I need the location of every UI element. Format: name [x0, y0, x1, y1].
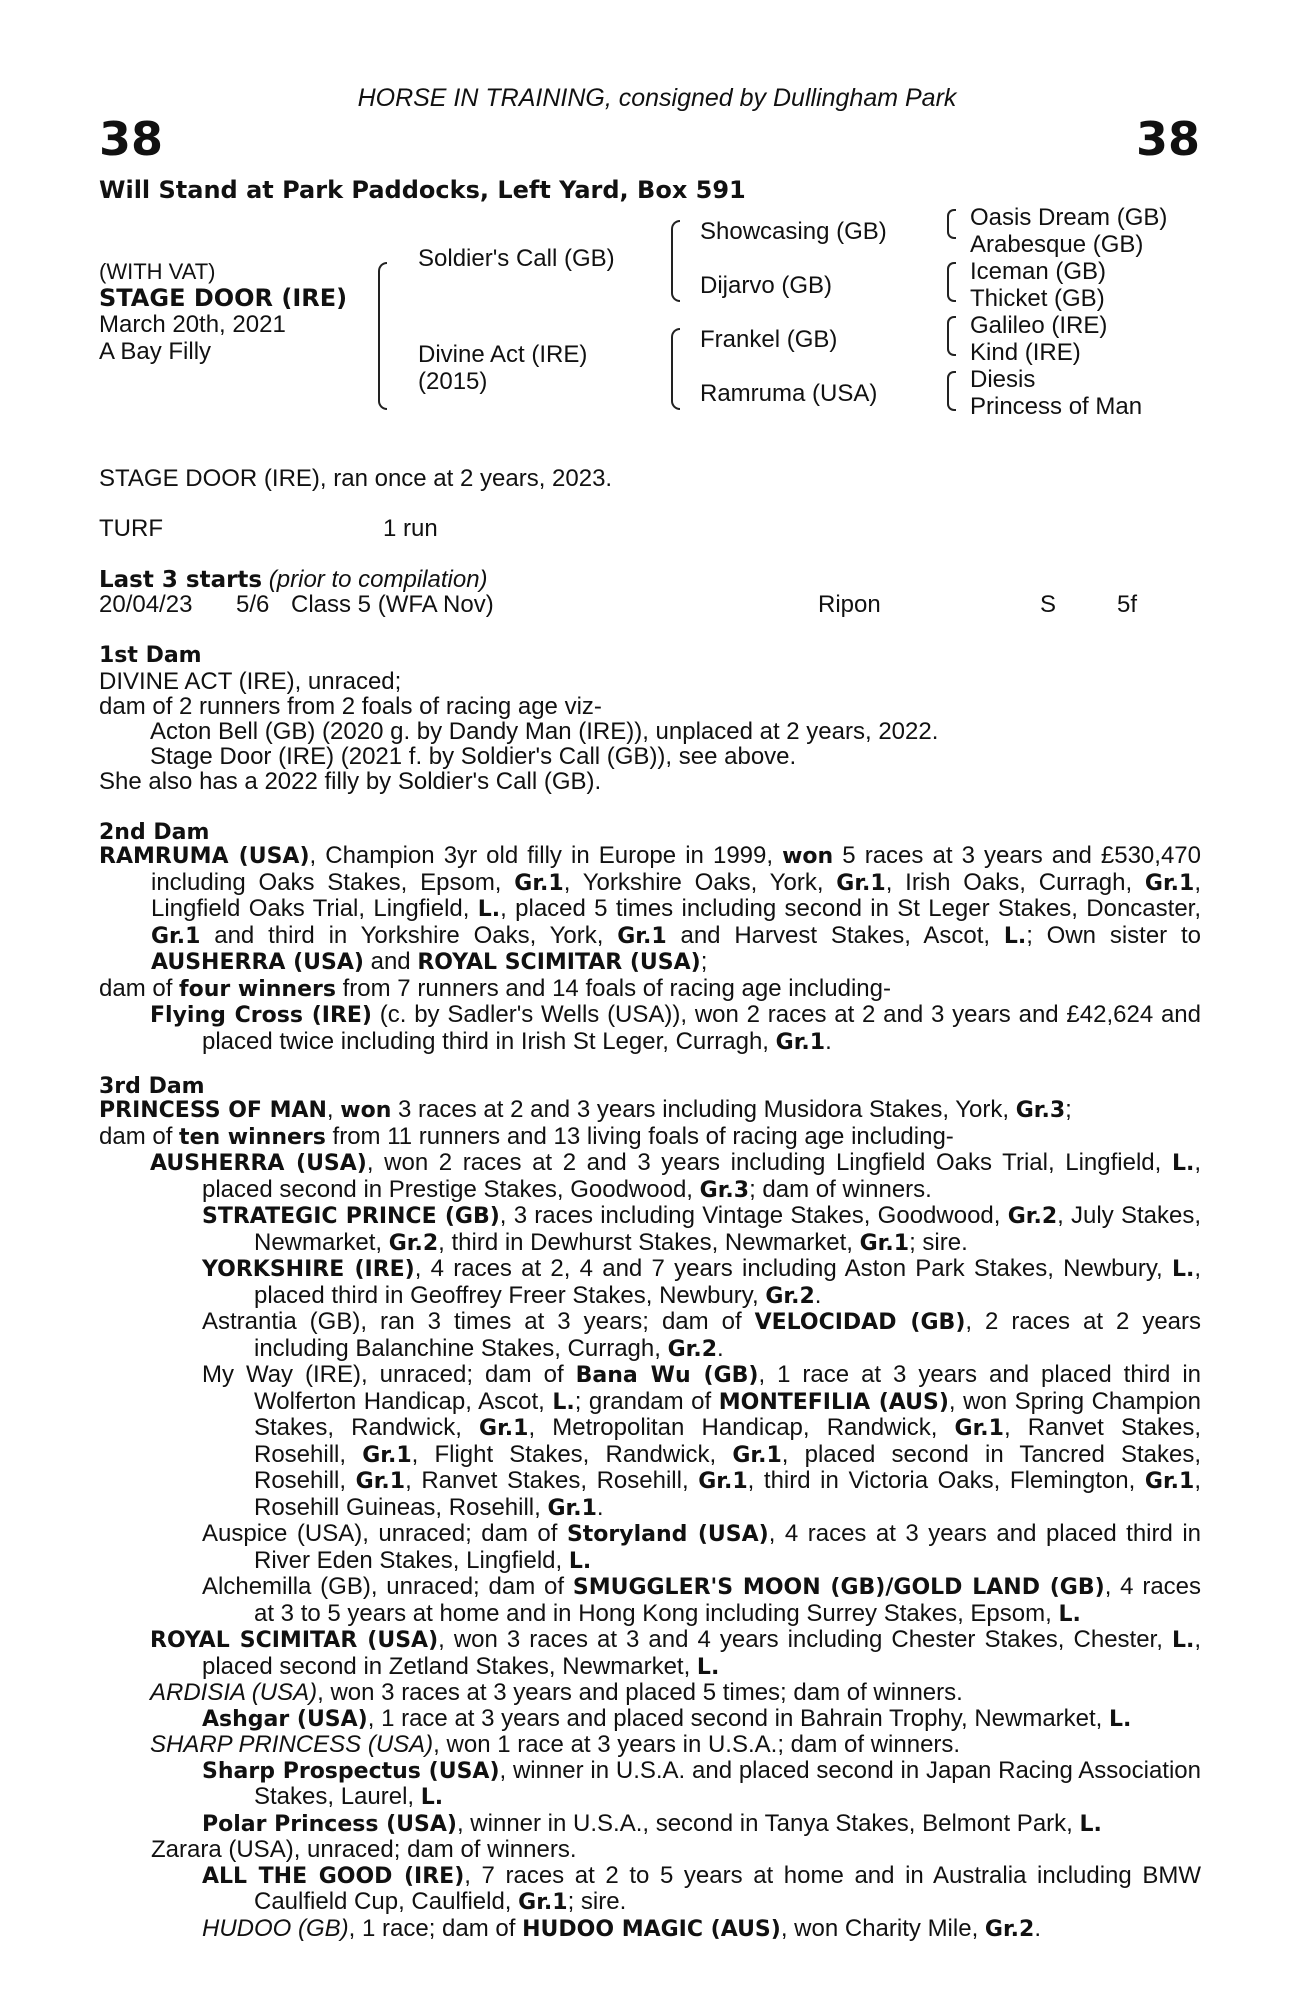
four-winners: four winners — [179, 976, 336, 1002]
hudoo-magic-name: HUDOO MAGIC (AUS) — [522, 1916, 781, 1942]
text: , placed 5 times including second in St Leger Stakes, Doncaster, — [500, 895, 1202, 922]
second-dam-ramruma — [99, 843, 1201, 976]
text: , 2 races at 2 years including Balanchine Stakes, Curragh, — [254, 1308, 1202, 1362]
second-dam-flying-cross — [99, 1002, 1201, 1055]
last-start-class: Class 5 (WFA Nov) — [291, 591, 494, 618]
ten-winners: ten winners — [179, 1124, 326, 1150]
pedigree-g4-8: Princess of Man — [970, 393, 1143, 420]
text: ; dam of winners. — [749, 1175, 932, 1203]
third-dam-princess — [99, 1097, 1201, 1124]
grade: Gr.1 — [151, 923, 201, 949]
text: , won Charity Mile, — [780, 1914, 985, 1942]
text: , Rosehill Guineas, Rosehill, — [254, 1467, 1201, 1521]
page-header: HORSE IN TRAINING, consigned by Dullingham Park — [357, 84, 957, 112]
last-start-date: 20/04/23 — [99, 591, 193, 618]
grade: Gr.1 — [859, 1230, 910, 1256]
text: , Ranvet Stakes, Rosehill, — [405, 1467, 699, 1494]
grade: Gr.2 — [667, 1336, 718, 1362]
text: , won Spring Champion Stakes, Randwick, — [254, 1387, 1201, 1441]
all-the-good-name: ALL THE GOOD (IRE) — [202, 1863, 465, 1889]
text: , 4 races at 2, 4 and 7 years including Aston Park Stakes, Newbury, — [414, 1255, 1172, 1282]
grade: Gr.2 — [1007, 1204, 1058, 1229]
text: , Champion 3yr old filly in Europe in 1999, — [309, 842, 783, 869]
pedigree-g4-4: Thicket (GB) — [970, 285, 1105, 312]
text: , Flight Stakes, Randwick, — [411, 1440, 733, 1468]
entry-sharp-princess — [99, 1732, 1201, 1758]
third-dam-produce — [99, 1124, 1201, 1151]
entry-hudoo — [99, 1916, 1201, 1943]
listed: L. — [1079, 1811, 1102, 1837]
text: , 1 race at 3 years and placed third in Wolferton Handicap, Ascot, — [254, 1361, 1201, 1415]
horse-dob: March 20th, 2021 — [99, 311, 286, 338]
text: , placed third in Geoffrey Freer Stakes, Newbury, — [254, 1255, 1202, 1309]
text: , 1 race at 3 years and placed second in Bahrain Trophy, Newmarket, — [367, 1704, 1110, 1732]
bana-wu-name: Bana Wu (GB) — [575, 1363, 759, 1388]
text: , 4 races at 3 to 5 years at home and in Hong Kong including Surrey Stakes, Epsom, — [254, 1573, 1202, 1627]
velocidad-name: VELOCIDAD (GB) — [754, 1310, 966, 1335]
polar-princess-name: Polar Princess (USA) — [202, 1811, 457, 1837]
text: ; — [1065, 1096, 1072, 1123]
grade: Gr.1 — [732, 1442, 782, 1468]
text: My Way (IRE), unraced; dam of — [202, 1361, 576, 1388]
entry-zarara — [99, 1837, 1201, 1863]
text: ; grandam of — [574, 1387, 719, 1415]
pedigree-sire-dam: Dijarvo (GB) — [700, 272, 833, 299]
text: , Metropolitan Handicap, Randwick, — [528, 1414, 955, 1441]
text: , — [326, 1096, 341, 1123]
entry-astrantia — [99, 1309, 1201, 1362]
last-starts-heading — [99, 566, 488, 594]
grade: Gr.3 — [1015, 1098, 1066, 1123]
first-dam-note: She also has a 2022 filly by Soldier's Call (GB). — [99, 768, 602, 795]
grade: Gr.1 — [836, 870, 886, 896]
pedigree-brace-g4-2 — [947, 262, 956, 302]
pedigree-g4-5: Galileo (IRE) — [970, 312, 1108, 339]
smugglers-moon-name: SMUGGLER'S MOON (GB)/GOLD LAND (GB) — [572, 1575, 1105, 1600]
record-runs: 1 run — [383, 515, 438, 542]
grade: Gr.1 — [514, 870, 564, 896]
text: dam of — [99, 1122, 180, 1150]
listed: L. — [552, 1389, 575, 1415]
hudoo-name: HUDOO (GB) — [202, 1914, 349, 1942]
pedigree-g4-6: Kind (IRE) — [970, 339, 1081, 366]
second-dam-produce — [99, 976, 1201, 1003]
pedigree-dam-sire: Frankel (GB) — [700, 326, 838, 353]
listed: L. — [1058, 1601, 1081, 1627]
race-summary: STAGE DOOR (IRE), ran once at 2 years, 2023. — [99, 465, 613, 492]
listed: L. — [477, 897, 501, 922]
record-surface: TURF — [99, 515, 163, 542]
grade: Gr.1 — [1144, 1469, 1195, 1494]
listed: L. — [568, 1548, 592, 1574]
sharp-prospectus-name: Sharp Prospectus (USA) — [202, 1758, 500, 1784]
won-label: won — [782, 844, 834, 869]
grade: Gr.1 — [617, 923, 667, 949]
text: Astrantia (GB), ran 3 times at 3 years; dam of — [202, 1308, 755, 1335]
entry-ashgar — [99, 1706, 1201, 1733]
text: , winner in U.S.A. and placed second in Japan Racing Association Stakes, Laurel, — [254, 1756, 1201, 1810]
pedigree-g4-3: Iceman (GB) — [970, 258, 1107, 285]
text: , third in Dewhurst Stakes, Newmarket, — [438, 1228, 860, 1256]
horse-name: STAGE DOOR (IRE) — [99, 284, 348, 312]
ausherra-name: AUSHERRA (USA) — [150, 1151, 367, 1176]
text: , won 2 races at 2 and 3 years including Lingfield Oaks Trial, Lingfield, — [366, 1149, 1172, 1176]
ardisia-name: ARDISIA (USA) — [150, 1679, 318, 1706]
grade: Gr.2 — [984, 1916, 1035, 1942]
text: . — [825, 1027, 832, 1055]
last-start-going: S — [1040, 591, 1057, 618]
first-dam-line-2: dam of 2 runners from 2 foals of racing age viz- — [99, 693, 602, 720]
first-dam-heading: 1st Dam — [99, 643, 202, 668]
last-start-distance: 5f — [1117, 591, 1138, 618]
pedigree-brace-g4-1 — [947, 209, 956, 239]
text: , 4 races at 3 years and placed third in River Eden Stakes, Lingfield, — [254, 1520, 1202, 1574]
grade: Gr.1 — [775, 1029, 826, 1055]
text: ; sire. — [567, 1888, 627, 1915]
sharp-princess-name: SHARP PRINCESS (USA) — [150, 1731, 434, 1758]
entry-my-way — [99, 1362, 1201, 1521]
yorkshire-name: YORKSHIRE (IRE) — [202, 1257, 415, 1282]
entry-alchemilla — [99, 1574, 1201, 1627]
grade: Gr.1 — [479, 1416, 529, 1441]
second-dam-block — [99, 843, 1201, 1055]
grade: Gr.1 — [1144, 870, 1195, 896]
ramruma-name: RAMRUMA (USA) — [99, 844, 310, 869]
pedigree-brace-g4-4 — [947, 371, 956, 411]
text: . — [814, 1281, 822, 1309]
grade: Gr.1 — [954, 1416, 1004, 1441]
pedigree-brace-sire — [671, 220, 680, 302]
grade: Gr.3 — [699, 1177, 750, 1203]
text: , winner in U.S.A., second in Tanya Stakes, Belmont Park, — [456, 1809, 1080, 1837]
horse-description: A Bay Filly — [99, 338, 212, 365]
entry-strategic-prince — [99, 1203, 1201, 1256]
first-dam-progeny-1: Acton Bell (GB) (2020 g. by Dandy Man (IRE)), unplaced at 2 years, 2022. — [150, 718, 939, 745]
grade: Gr.2 — [765, 1283, 815, 1309]
text: , 7 races at 2 to 5 years at home and in Australia including BMW Caulfield Cup, Caulfield, — [254, 1861, 1201, 1915]
royal-scimitar-name: ROYAL SCIMITAR (USA) — [150, 1628, 439, 1653]
listed: L. — [1003, 923, 1027, 949]
royal-scimitar-name: ROYAL SCIMITAR (USA) — [417, 950, 701, 975]
grade: Gr.2 — [388, 1230, 439, 1256]
last-start-course: Ripon — [818, 591, 881, 618]
listed: L. — [1109, 1706, 1132, 1732]
pedigree-dam: Divine Act (IRE) — [418, 341, 588, 368]
entry-auspice — [99, 1521, 1201, 1574]
princess-of-man-name: PRINCESS OF MAN — [99, 1098, 327, 1123]
text: , 1 race; dam of — [348, 1914, 523, 1942]
text: . — [717, 1334, 724, 1362]
last-starts-note: (prior to compilation) — [268, 566, 488, 593]
stand-location: Will Stand at Park Paddocks, Left Yard, Box 591 — [99, 176, 746, 204]
pedigree-dam-dam: Ramruma (USA) — [700, 380, 878, 407]
text: , won 3 races at 3 and 4 years including Chester Stakes, Chester, — [438, 1626, 1172, 1653]
text: , won 3 races at 3 years and placed 5 times; dam of winners. — [317, 1679, 963, 1706]
text: , Yorkshire Oaks, York, — [563, 868, 837, 896]
second-dam-heading: 2nd Dam — [99, 820, 210, 845]
entry-royal-scimitar — [99, 1627, 1201, 1680]
strategic-prince-name: STRATEGIC PRINCE (GB) — [202, 1204, 500, 1229]
won-label: won — [340, 1098, 392, 1123]
entry-all-the-good — [99, 1863, 1201, 1916]
third-dam-block — [99, 1097, 1201, 1942]
pedigree-dam-year: (2015) — [418, 368, 488, 395]
last-start-position: 5/6 — [236, 591, 270, 618]
text: ; sire. — [909, 1228, 968, 1256]
text: Auspice (USA), unraced; dam of — [202, 1520, 567, 1547]
text: . — [596, 1493, 604, 1521]
entry-yorkshire — [99, 1256, 1201, 1309]
pedigree-g4-2: Arabesque (GB) — [970, 231, 1144, 258]
listed: L. — [1171, 1151, 1195, 1176]
text: , Irish Oaks, Curragh, — [885, 868, 1145, 896]
pedigree-sire: Soldier's Call (GB) — [418, 245, 615, 272]
text: from 7 runners and 14 foals of racing age including- — [335, 974, 891, 1002]
text: and Harvest Stakes, Ascot, — [666, 921, 1004, 949]
text: Alchemilla (GB), unraced; dam of — [202, 1573, 573, 1600]
grade: Gr.1 — [547, 1495, 597, 1521]
grade: Gr.1 — [355, 1469, 406, 1494]
third-dam-heading: 3rd Dam — [99, 1074, 205, 1099]
text: (c. by Sadler's Wells (USA)), won 2 races at 2 and 3 years and £42,624 and placed twice including third in Irish St Leger, Curragh, — [202, 1001, 1201, 1055]
entry-polar-princess — [99, 1811, 1201, 1838]
text: 5 races at 3 years and £530,470 including Oaks Stakes, Epsom, — [151, 842, 1201, 896]
first-dam-line-1: DIVINE ACT (IRE), unraced; — [99, 668, 402, 695]
text: , 3 races including Vintage Stakes, Goodwood, — [499, 1202, 1008, 1229]
text: , placed second in Tancred Stakes, Rosehill, — [254, 1440, 1202, 1494]
pedigree-sire-sire: Showcasing (GB) — [700, 218, 887, 245]
grade: Gr.1 — [518, 1890, 568, 1915]
grade: Gr.1 — [698, 1469, 748, 1494]
entry-ardisia — [99, 1680, 1201, 1706]
text: . — [1034, 1914, 1042, 1942]
entry-sharp-prospectus — [99, 1758, 1201, 1811]
flying-cross-name: Flying Cross (IRE) — [150, 1003, 372, 1028]
lot-number-left: 38 — [99, 112, 164, 166]
pedigree-g4-7: Diesis — [970, 366, 1036, 393]
entry-ausherra — [99, 1150, 1201, 1203]
vat-note: (WITH VAT) — [99, 259, 216, 284]
lot-number-right: 38 — [1135, 112, 1200, 166]
text: ; Own sister to — [1026, 921, 1201, 949]
listed: L. — [696, 1654, 720, 1680]
text: , placed second in Zetland Stakes, Newmarket, — [202, 1626, 1201, 1680]
text: , placed second in Prestige Stakes, Goodwood, — [202, 1149, 1201, 1203]
pedigree-g4-1: Oasis Dream (GB) — [970, 204, 1168, 231]
text: , Lingfield Oaks Trial, Lingfield, — [151, 868, 1201, 922]
text: and — [363, 948, 418, 975]
listed: L. — [420, 1785, 444, 1810]
pedigree-brace-g4-3 — [947, 316, 956, 356]
montefilia-name: MONTEFILIA (AUS) — [718, 1389, 949, 1415]
text: ; — [700, 948, 708, 975]
pedigree-brace-dam — [671, 328, 680, 410]
listed: L. — [1171, 1257, 1195, 1282]
listed: L. — [1171, 1628, 1195, 1653]
text: , July Stakes, Newmarket, — [254, 1202, 1201, 1256]
text: , third in Victoria Oaks, Flemington, — [747, 1467, 1145, 1494]
storyland-name: Storyland (USA) — [566, 1522, 769, 1547]
grade: Gr.1 — [362, 1442, 412, 1468]
pedigree-brace-gen1 — [378, 262, 387, 410]
text: and third in Yorkshire Oaks, York, — [200, 921, 618, 949]
text: , Ranvet Stakes, Rosehill, — [254, 1414, 1201, 1468]
first-dam-progeny-2: Stage Door (IRE) (2021 f. by Soldier's Call (GB)), see above. — [150, 743, 797, 770]
ausherra-name: AUSHERRA (USA) — [151, 950, 364, 975]
text: , won 1 race at 3 years in U.S.A.; dam of winners. — [433, 1731, 961, 1758]
text: Zarara (USA), unraced; dam of winners. — [151, 1836, 577, 1863]
ashgar-name: Ashgar (USA) — [202, 1706, 368, 1732]
text: 3 races at 2 and 3 years including Musidora Stakes, York, — [391, 1096, 1016, 1123]
text: from 11 runners and 13 living foals of racing age including- — [325, 1122, 954, 1150]
text: dam of — [99, 974, 180, 1002]
last-starts-title: Last 3 starts — [99, 567, 263, 593]
